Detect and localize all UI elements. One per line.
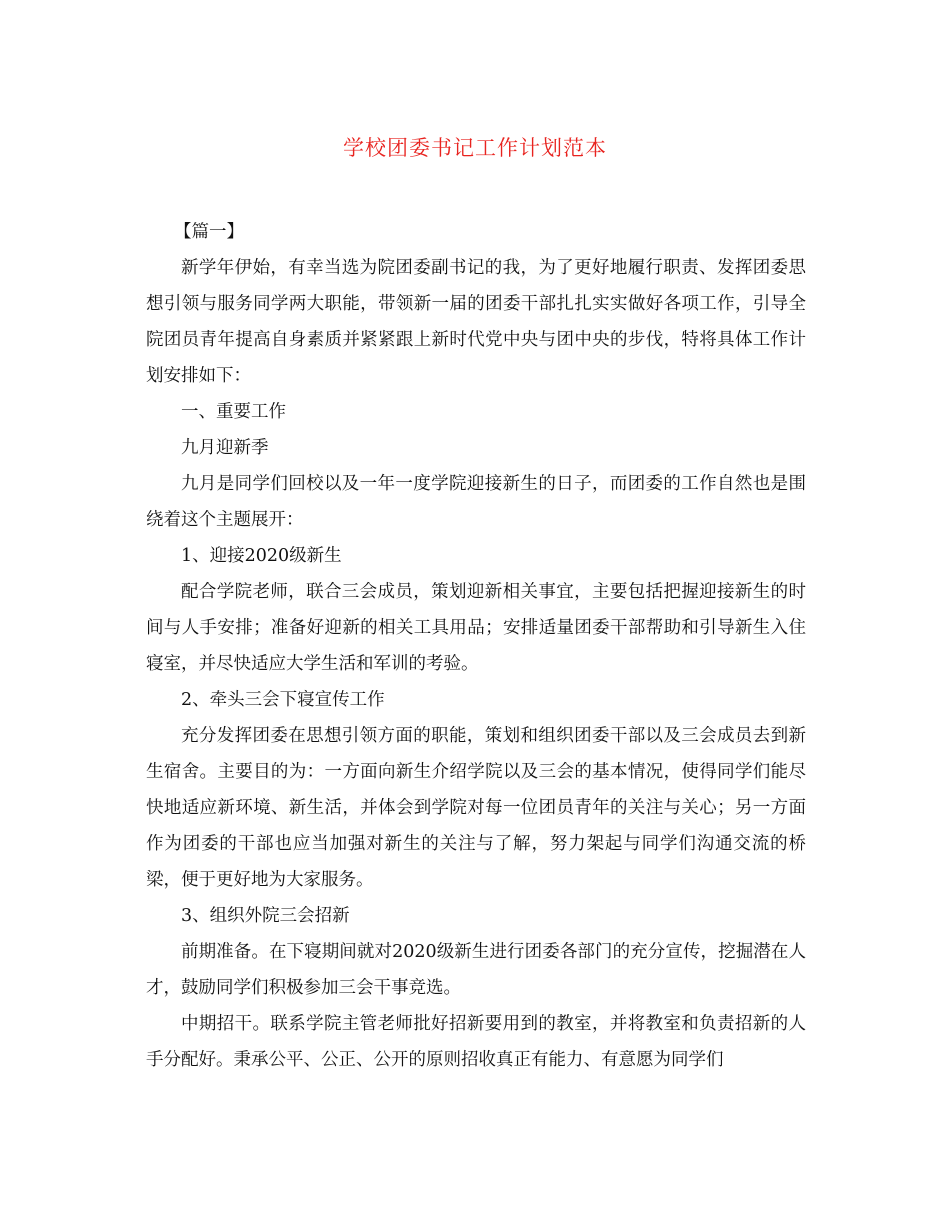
body-paragraph: 九月是同学们回校以及一年一度学院迎接新生的日子，而团委的工作自然也是围绕着这个主题展开： xyxy=(146,474,806,530)
document-title: 学校团委书记工作计划范本 xyxy=(343,136,607,160)
subsection-heading: 九月迎新季 xyxy=(181,438,269,458)
section-marker: 【篇一】 xyxy=(174,222,244,242)
item-heading: 3、组织外院三会招新 xyxy=(181,906,350,926)
body-paragraph: 充分发挥团委在思想引领方面的职能，策划和组织团委干部以及三会成员去到新生宿舍。主要目的为：一方面向新生介绍学院以及三会的基本情况，使得同学们能尽快地适应新环境、新生活，并体会到学院对每一位团员青年的关注与关心；另一方面作为团委的干部也应当加强对新生的关注与了解，努力架起与同学们沟通交流的桥梁，便于更好地为大家服务。 xyxy=(146,726,806,890)
document-body xyxy=(146,214,806,1078)
body-paragraph: 配合学院老师，联合三会成员，策划迎新相关事宜，主要包括把握迎接新生的时间与人手安排；准备好迎新的相关工具用品；安排适量团委干部帮助和引导新生入住寝室，并尽快适应大学生活和军训的考验。 xyxy=(146,582,806,674)
body-paragraph: 中期招干。联系学院主管老师批好招新要用到的教室，并将教室和负责招新的人手分配好。秉承公平、公正、公开的原则招收真正有能力、有意愿为同学们 xyxy=(146,1014,806,1070)
intro-paragraph: 新学年伊始，有幸当选为院团委副书记的我，为了更好地履行职责、发挥团委思想引领与服务同学两大职能，带领新一届的团委干部扎扎实实做好各项工作，引导全院团员青年提高自身素质并紧紧跟上新时代党中央与团中央的步伐，特将具体工作计划安排如下： xyxy=(146,258,806,386)
body-paragraph: 前期准备。在下寝期间就对2020级新生进行团委各部门的充分宣传，挖掘潜在人才，鼓励同学们积极参加三会干事竞选。 xyxy=(146,942,806,998)
section-heading: 一、重要工作 xyxy=(181,402,286,422)
item-heading: 2、牵头三会下寝宣传工作 xyxy=(181,690,385,710)
item-heading: 1、迎接2020级新生 xyxy=(181,546,342,566)
